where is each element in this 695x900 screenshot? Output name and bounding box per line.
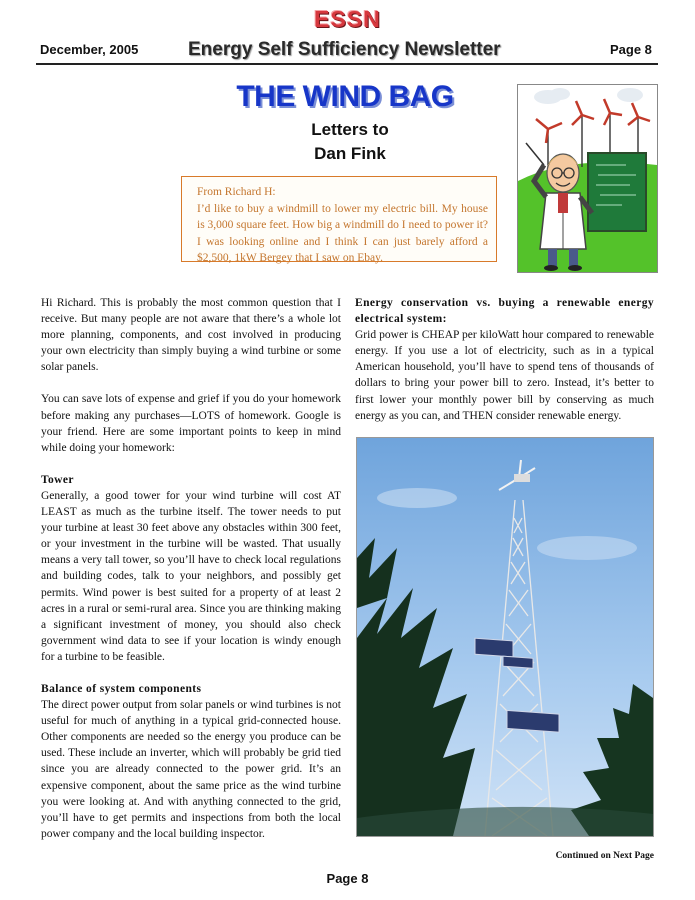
letter-body: I’d like to buy a windmill to lower my electric bill. My house is 3,000 square feet. How big a windmill do I need to power it? I was looking online and I think I can just barely afford a $2,500, 1kW Bergey that I saw on Ebay. — [197, 202, 488, 264]
tower-paragraph: Generally, a good tower for your wind turbine will cost AT LEAST as much as the turbine itself. The tower needs to put your turbine at least 30 feet above any obstacles within 300 feet, or your investment in the turbine will be wasted. That usually means a very tall tower, so you’ll have to check local regulations and building codes, talk to your neighbors, and possibly get permits. Wind power is best suited for a property of at least 2 acres in a rural or semi-rural area. Since you are thinking making a significant investment of money, you should also check government wind data to see if your location is windy enough for a turbine to be feasible. — [41, 489, 341, 663]
reader-letter-box — [181, 176, 497, 262]
column-subtitle — [250, 118, 450, 166]
tower-photo-image — [357, 438, 653, 836]
answer-intro-paragraph: Hi Richard. This is probably the most common question that I receive. But many people are not aware that there’s a whole lot more planning, components, and cost involved in producing your own electricity than simply buying a wind turbine or some solar panels. — [41, 297, 341, 374]
subtitle-line-1: Letters to — [311, 120, 389, 139]
header-page-number: Page 8 — [610, 42, 652, 57]
column-title: THE WIND BAG — [236, 80, 454, 113]
footer-page-number: Page 8 — [326, 871, 369, 886]
balance-of-system-heading: Balance of system components — [41, 682, 202, 695]
balance-of-system-paragraph: The direct power output from solar panels or wind turbines is not useful for much of anything in a typical grid-connected house. Other components are needed so the energy you produce can be used. These include an inverter, which will probably be grid tied since you are already connected to the power grid. It’s an expensive component, about the same price as the wind turbine you were looking at. And with anything connected to the grid, you’ll have to get permits and inspections from both the local power company and the local building inspector. — [41, 699, 341, 840]
cartoon-drawing — [518, 85, 657, 272]
conservation-heading: Energy conservation vs. buying a renewable energy electrical system: — [355, 297, 654, 326]
left-column — [41, 295, 341, 858]
conservation-paragraph: Grid power is CHEAP per kiloWatt hour compared to renewable energy. If you use a lot of electricity, such as in a typical American household, you’ll have to spend tens of thousands of dollars to bring your power bill to zero. Instead, it’s better to first lower your monthly power bill by conserving as much energy as you can, and THEN consider renewable energy. — [355, 329, 654, 422]
subtitle-line-2: Dan Fink — [314, 144, 386, 163]
right-column — [355, 295, 654, 440]
letter-sender: From Richard H: — [197, 186, 276, 198]
header-divider — [36, 63, 658, 65]
continued-notice: Continued on Next Page — [555, 851, 654, 861]
wind-turbine-tower-photo — [356, 437, 654, 837]
scientist-cartoon-illustration — [517, 84, 658, 273]
newsletter-title: Energy Self Sufficiency Newsletter — [188, 39, 501, 60]
issue-date: December, 2005 — [40, 42, 139, 57]
homework-paragraph: You can save lots of expense and grief if you do your homework before making any purchases—LOTS of homework. Google is your friend. Here are some important points to keep in mind while doing your homework: — [41, 393, 341, 454]
tower-heading: Tower — [41, 473, 74, 486]
masthead-logo: ESSN — [314, 6, 381, 32]
